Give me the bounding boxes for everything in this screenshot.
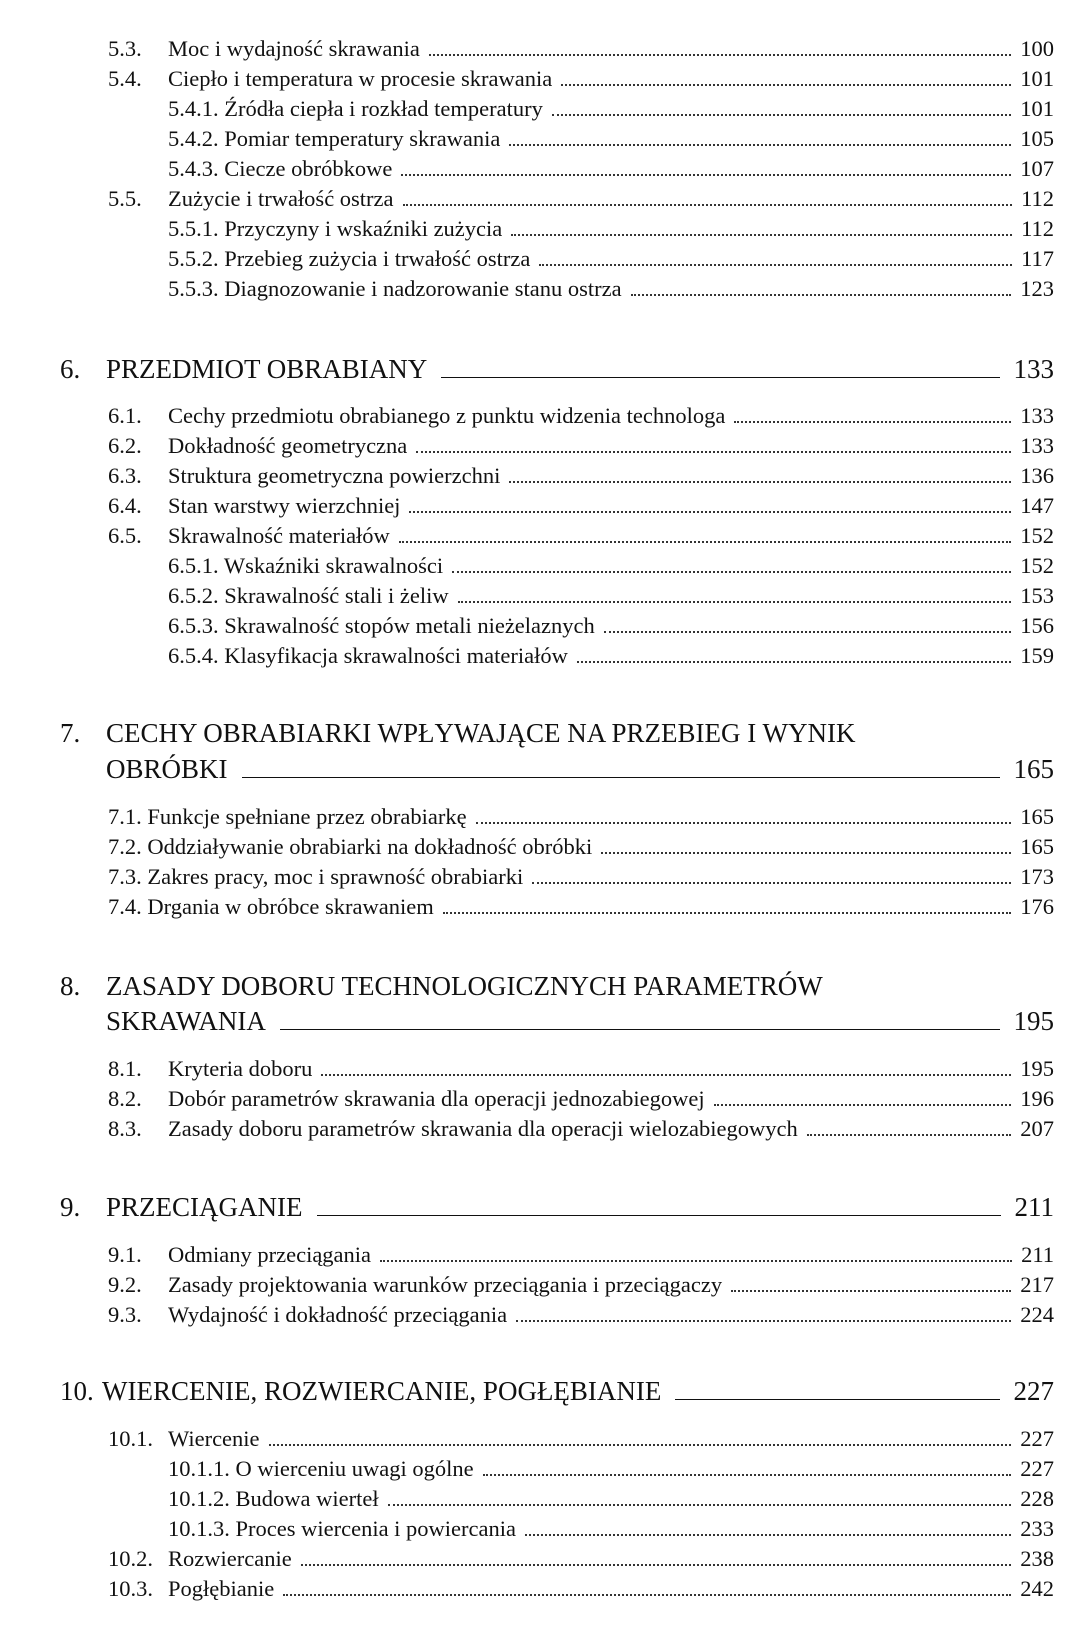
section-title: Zużycie i trwałość ostrza <box>168 186 394 211</box>
section-title: Moc i wydajność skrawania <box>168 36 420 61</box>
dot-leader <box>532 863 1011 884</box>
dot-leader <box>714 1085 1012 1106</box>
page-number: 165 <box>1013 754 1054 784</box>
section-title: Zasady doboru parametrów skrawania dla operacji wielozabiegowych <box>168 1116 798 1141</box>
section-number: 6.2. <box>108 433 142 458</box>
section-number: 6.1. <box>108 403 142 428</box>
section-title: 7.4. Drgania w obróbce skrawaniem <box>108 894 434 919</box>
page-number: 147 <box>1020 493 1054 518</box>
dot-leader <box>380 1241 1012 1262</box>
chapter-heading <box>106 1004 1054 1038</box>
chapter-number: 7. <box>60 718 81 748</box>
toc-entry <box>108 184 1054 214</box>
chapter-heading-line1 <box>60 716 856 750</box>
dot-leader <box>388 1485 1012 1506</box>
subsection-title: 5.4.3. Ciecze obróbkowe <box>168 156 393 181</box>
chapter-title: WIERCENIE, ROZWIERCANIE, POGŁĘBIANIE <box>102 1376 662 1406</box>
dot-leader <box>511 215 1012 236</box>
section-title: Wydajność i dokładność przeciągania <box>168 1302 508 1327</box>
page-number: 133 <box>1020 403 1054 428</box>
section-title: Ciepło i temperatura w procesie skrawania <box>168 66 553 91</box>
toc-entry <box>108 1054 1054 1084</box>
toc-entry <box>108 1240 1054 1270</box>
page-number: 133 <box>1013 354 1054 384</box>
toc-entry <box>168 274 1054 304</box>
section-number: 10.3. <box>108 1576 153 1601</box>
dot-leader <box>509 462 1011 483</box>
section-number: 9.3. <box>108 1302 142 1327</box>
page-number: 196 <box>1020 1086 1054 1111</box>
dot-leader <box>283 1575 1011 1596</box>
section-title: 7.2. Oddziaływanie obrabiarki na dokładność obróbki <box>108 834 593 859</box>
section-number: 5.5. <box>108 186 142 211</box>
section-title: Struktura geometryczna powierzchni <box>168 463 501 488</box>
page-number: 165 <box>1020 804 1054 829</box>
chapter-heading <box>60 352 1054 386</box>
page-number: 227 <box>1013 1376 1054 1406</box>
page-number: 176 <box>1020 894 1054 919</box>
dot-leader <box>552 95 1011 116</box>
page-number: 233 <box>1020 1516 1054 1541</box>
page-number: 123 <box>1020 276 1054 301</box>
subsection-title: 6.5.3. Skrawalność stopów metali nieżelaznych <box>168 613 595 638</box>
subsection-title: 5.4.2. Pomiar temperatury skrawania <box>168 126 501 151</box>
toc-entry <box>168 551 1054 581</box>
subsection-title: 10.1.3. Proces wiercenia i powiercania <box>168 1516 516 1541</box>
toc-entry <box>108 802 1054 832</box>
dot-leader <box>321 1055 1011 1076</box>
dot-leader <box>561 65 1011 86</box>
page-number: 152 <box>1020 523 1054 548</box>
chapter-rule <box>280 1004 1000 1030</box>
chapter-heading-line1 <box>60 969 823 1003</box>
dot-leader <box>409 492 1011 513</box>
chapter-title-line1: CECHY OBRABIARKI WPŁYWAJĄCE NA PRZEBIEG I WYNIK <box>106 718 856 748</box>
toc-entry <box>168 1454 1054 1484</box>
toc-entry <box>108 1574 1054 1604</box>
chapter-title: PRZEDMIOT OBRABIANY <box>106 354 428 384</box>
page-number: 112 <box>1021 186 1054 211</box>
dot-leader <box>539 245 1012 266</box>
toc-entry <box>168 611 1054 641</box>
chapter-rule <box>242 752 1000 778</box>
page-number: 228 <box>1020 1486 1054 1511</box>
dot-leader <box>516 1301 1011 1322</box>
section-number: 6.4. <box>108 493 142 518</box>
dot-leader <box>734 402 1011 423</box>
page-number: 211 <box>1021 1242 1054 1267</box>
toc-entry <box>108 401 1054 431</box>
dot-leader <box>577 642 1011 663</box>
section-title: Dobór parametrów skrawania dla operacji jednozabiegowej <box>168 1086 705 1111</box>
dot-leader <box>401 155 1011 176</box>
page-number: 136 <box>1020 463 1054 488</box>
chapter-rule <box>441 352 999 378</box>
chapter-number: 8. <box>60 971 81 1001</box>
subsection-title: 5.4.1. Źródła ciepła i rozkład temperatury <box>168 96 543 121</box>
dot-leader <box>601 833 1011 854</box>
dot-leader <box>807 1115 1012 1136</box>
subsection-title: 10.1.1. O wierceniu uwagi ogólne <box>168 1456 474 1481</box>
page-number: 242 <box>1020 1576 1054 1601</box>
page-number: 224 <box>1020 1302 1054 1327</box>
dot-leader <box>509 125 1011 146</box>
page-number: 207 <box>1020 1116 1054 1141</box>
toc-entry <box>168 154 1054 184</box>
toc-entry <box>168 124 1054 154</box>
page-number: 152 <box>1020 553 1054 578</box>
section-title: Kryteria doboru <box>168 1056 313 1081</box>
chapter-heading <box>60 1374 1054 1408</box>
toc-entry <box>168 1484 1054 1514</box>
section-title: 7.3. Zakres pracy, moc i sprawność obrabiarki <box>108 864 524 889</box>
section-title: Dokładność geometryczna <box>168 433 408 458</box>
toc-entry <box>108 832 1054 862</box>
chapter-title-line2: OBRÓBKI <box>106 754 228 784</box>
chapter-title-line1: ZASADY DOBORU TECHNOLOGICZNYCH PARAMETRÓW <box>106 971 823 1001</box>
page-number: 101 <box>1020 66 1054 91</box>
chapter-number: 6. <box>60 354 81 384</box>
page-number: 112 <box>1021 216 1054 241</box>
page-number: 100 <box>1020 36 1054 61</box>
section-title: Pogłębianie <box>168 1576 275 1601</box>
toc-entry <box>168 1514 1054 1544</box>
subsection-title: 5.5.3. Diagnozowanie i nadzorowanie stanu ostrza <box>168 276 622 301</box>
toc-entry <box>108 1270 1054 1300</box>
section-number: 10.1. <box>108 1426 153 1451</box>
dot-leader <box>458 582 1012 603</box>
toc-entry <box>108 34 1054 64</box>
dot-leader <box>483 1455 1012 1476</box>
section-number: 8.3. <box>108 1116 142 1141</box>
toc-entry <box>108 1114 1054 1144</box>
dot-leader <box>604 612 1011 633</box>
section-number: 9.1. <box>108 1242 142 1267</box>
subsection-title: 10.1.2. Budowa wierteł <box>168 1486 379 1511</box>
section-title: Odmiany przeciągania <box>168 1242 372 1267</box>
subsection-title: 5.5.1. Przyczyny i wskaźniki zużycia <box>168 216 503 241</box>
section-number: 10.2. <box>108 1546 153 1571</box>
section-number: 5.3. <box>108 36 142 61</box>
dot-leader <box>452 552 1011 573</box>
section-title: Wiercenie <box>168 1426 260 1451</box>
toc-entry <box>108 862 1054 892</box>
chapter-rule <box>675 1374 999 1400</box>
dot-leader <box>416 432 1011 453</box>
toc-entry <box>168 581 1054 611</box>
page-number: 217 <box>1020 1272 1054 1297</box>
toc-entry <box>108 64 1054 94</box>
page-number: 159 <box>1020 643 1054 668</box>
page-number: 101 <box>1020 96 1054 121</box>
dot-leader <box>476 803 1012 824</box>
dot-leader <box>731 1271 1011 1292</box>
page-number: 153 <box>1020 583 1054 608</box>
toc-entry <box>108 1300 1054 1330</box>
page-number: 211 <box>1014 1192 1054 1222</box>
dot-leader <box>403 185 1013 206</box>
toc-entry <box>108 1424 1054 1454</box>
toc-entry <box>168 94 1054 124</box>
page-number: 105 <box>1020 126 1054 151</box>
dot-leader <box>525 1515 1011 1536</box>
page-number: 117 <box>1021 246 1054 271</box>
dot-leader <box>429 35 1011 56</box>
page-number: 195 <box>1013 1006 1054 1036</box>
page-number: 195 <box>1020 1056 1054 1081</box>
subsection-title: 6.5.2. Skrawalność stali i żeliw <box>168 583 449 608</box>
dot-leader <box>631 275 1012 296</box>
section-number: 8.2. <box>108 1086 142 1111</box>
dot-leader <box>443 893 1012 914</box>
toc-entry <box>108 491 1054 521</box>
chapter-title: PRZECIĄGANIE <box>106 1192 303 1222</box>
section-title: Cechy przedmiotu obrabianego z punktu widzenia technologa <box>168 403 726 428</box>
section-number: 8.1. <box>108 1056 142 1081</box>
page-number: 227 <box>1020 1426 1054 1451</box>
page-number: 173 <box>1020 864 1054 889</box>
section-title: Stan warstwy wierzchniej <box>168 493 401 518</box>
section-title: Rozwiercanie <box>168 1546 292 1571</box>
section-title: Zasady projektowania warunków przeciągania i przeciągaczy <box>168 1272 723 1297</box>
section-number: 9.2. <box>108 1272 142 1297</box>
section-number: 6.3. <box>108 463 142 488</box>
dot-leader <box>399 522 1011 543</box>
toc-entry <box>108 521 1054 551</box>
toc-entry <box>108 431 1054 461</box>
section-title: Skrawalność materiałów <box>168 523 390 548</box>
toc-entry <box>108 892 1054 922</box>
page-number: 238 <box>1020 1546 1054 1571</box>
toc-entry <box>108 1084 1054 1114</box>
chapter-heading <box>106 752 1054 786</box>
page-number: 227 <box>1020 1456 1054 1481</box>
page-number: 133 <box>1020 433 1054 458</box>
chapter-title-line2: SKRAWANIA <box>106 1006 266 1036</box>
chapter-number: 9. <box>60 1192 81 1222</box>
subsection-title: 5.5.2. Przebieg zużycia i trwałość ostrza <box>168 246 531 271</box>
page-number: 107 <box>1020 156 1054 181</box>
chapter-heading <box>60 1190 1054 1224</box>
subsection-title: 6.5.4. Klasyfikacja skrawalności materiałów <box>168 643 568 668</box>
subsection-title: 6.5.1. Wskaźniki skrawalności <box>168 553 444 578</box>
dot-leader <box>301 1545 1012 1566</box>
toc-entry <box>168 641 1054 671</box>
toc-entry <box>168 244 1054 274</box>
section-title: 7.1. Funkcje spełniane przez obrabiarkę <box>108 804 467 829</box>
section-number: 6.5. <box>108 523 142 548</box>
toc-entry <box>168 214 1054 244</box>
chapter-number: 10. <box>60 1376 94 1406</box>
toc-entry <box>108 1544 1054 1574</box>
toc-entry <box>108 461 1054 491</box>
dot-leader <box>269 1425 1012 1446</box>
page-number: 156 <box>1020 613 1054 638</box>
chapter-rule <box>317 1190 1001 1216</box>
page-number: 165 <box>1020 834 1054 859</box>
section-number: 5.4. <box>108 66 142 91</box>
